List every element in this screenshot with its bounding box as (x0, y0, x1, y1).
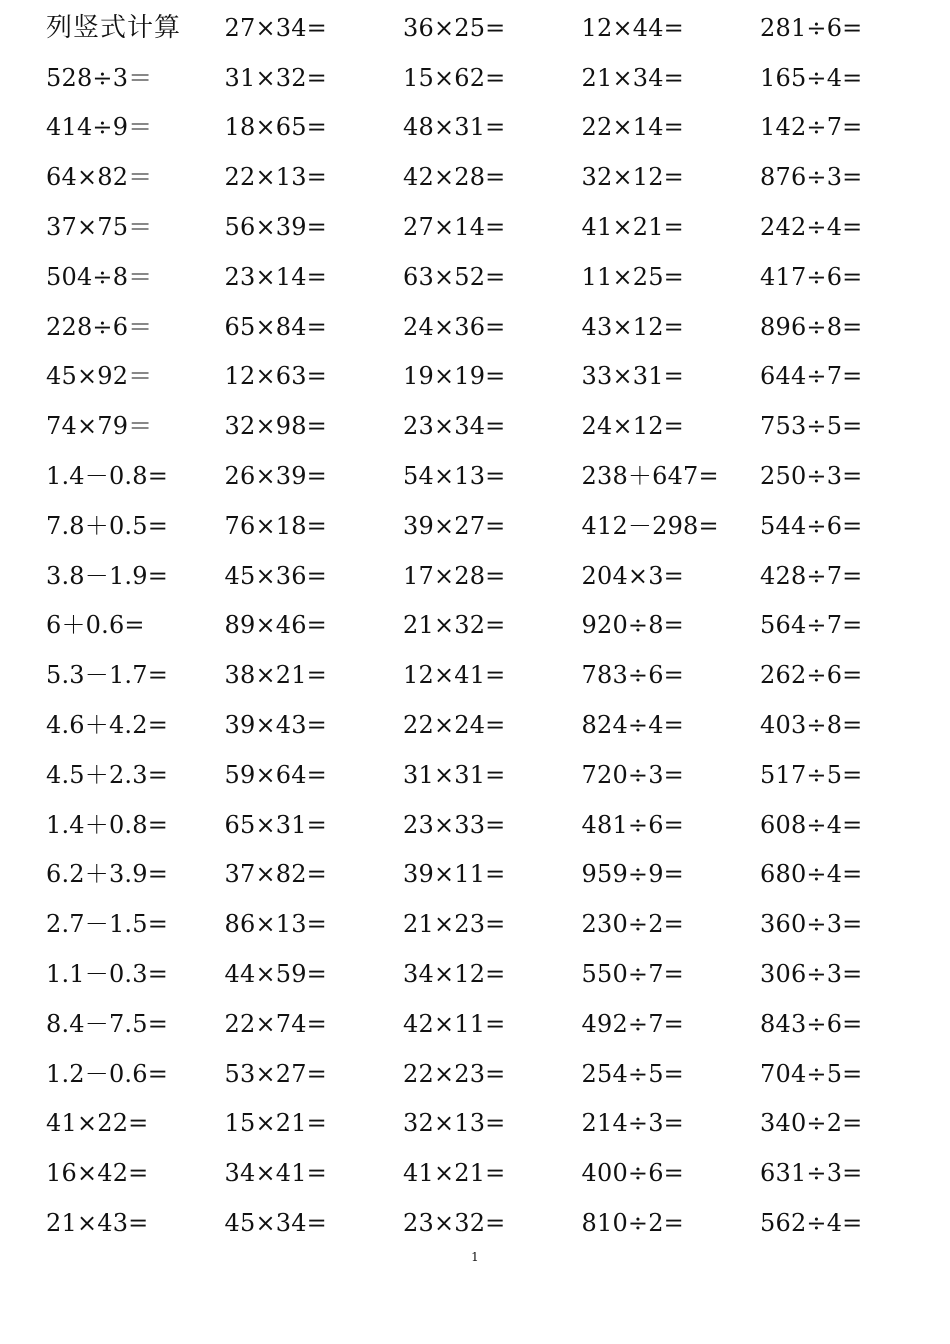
math-problem: 214÷3= (581, 1109, 684, 1138)
math-problem: 142÷7= (760, 113, 863, 142)
math-problem: 63×52= (403, 262, 506, 291)
math-problem: 4.6＋4.2= (46, 711, 169, 740)
math-problem: 22×23= (403, 1059, 506, 1088)
math-problem: 31×32= (224, 63, 327, 92)
problem-row (46, 1148, 926, 1198)
math-problem: 959÷9= (581, 860, 684, 889)
problem-row (46, 53, 926, 103)
math-problem: 920÷8= (581, 611, 684, 640)
math-problem: 23×14= (224, 262, 327, 291)
math-problem: 400÷6= (581, 1159, 684, 1188)
problem-row (46, 850, 926, 900)
math-problem: 11×25= (581, 262, 684, 291)
math-problem: 76×18= (224, 511, 327, 540)
math-problem: 27×14= (403, 213, 506, 242)
math-problem: 42×11= (403, 1009, 506, 1038)
math-problem: 41×22= (46, 1109, 149, 1138)
problem-row (46, 302, 926, 352)
math-problem: 33×31= (581, 362, 684, 391)
math-problem: 39×27= (403, 511, 506, 540)
math-problem: 15×62= (403, 63, 506, 92)
math-problem: 720÷3= (581, 760, 684, 789)
math-problem: 876÷3= (760, 163, 863, 192)
math-problem: 44×59= (224, 960, 327, 989)
problem-row (46, 800, 926, 850)
math-problem: 48×31= (403, 113, 506, 142)
math-problem: 23×32= (403, 1209, 506, 1238)
math-problem: 27×34= (224, 13, 327, 42)
math-problem: 564÷7= (760, 611, 863, 640)
math-problem: 680÷4= (760, 860, 863, 889)
math-problem: 31×31= (403, 760, 506, 789)
math-problem: 19×19= (403, 362, 506, 391)
math-problem: 417÷6= (760, 262, 863, 291)
math-problem: 262÷6= (760, 661, 863, 690)
problem-row (46, 1198, 926, 1248)
math-problem: 53×27= (224, 1059, 327, 1088)
math-problem: 528÷3＝ (46, 63, 153, 92)
problem-row (46, 601, 926, 651)
math-problem: 18×65= (224, 113, 327, 142)
math-problem: 45×92＝ (46, 362, 153, 391)
math-problem: 26×39= (224, 462, 327, 491)
math-problem: 17×28= (403, 561, 506, 590)
math-problem: 242÷4= (760, 213, 863, 242)
math-problem: 7.8＋0.5= (46, 511, 169, 540)
problem-row (46, 949, 926, 999)
math-problem: 12×41= (403, 661, 506, 690)
math-problem: 843÷6= (760, 1009, 863, 1038)
page-number: 1 (471, 1250, 479, 1264)
problem-row (46, 700, 926, 750)
math-problem: 360÷3= (760, 910, 863, 939)
math-problem: 12×44= (581, 13, 684, 42)
math-problem: 86×13= (224, 910, 327, 939)
math-problem: 21×43= (46, 1209, 149, 1238)
math-problem: 5.3－1.7= (46, 661, 169, 690)
math-problem: 544÷6= (760, 511, 863, 540)
math-problem: 414÷9＝ (46, 113, 153, 142)
math-problem: 36×25= (403, 13, 506, 42)
math-problem: 340÷2= (760, 1109, 863, 1138)
math-problem: 22×24= (403, 711, 506, 740)
math-problem: 1.2－0.6= (46, 1059, 169, 1088)
math-problem: 631÷3= (760, 1159, 863, 1188)
math-problem: 3.8－1.9= (46, 561, 169, 590)
math-problem: 562÷4= (760, 1209, 863, 1238)
math-problem: 32×13= (403, 1109, 506, 1138)
math-problem: 24×12= (581, 412, 684, 441)
math-problem: 24×36= (403, 312, 506, 341)
problem-row (46, 750, 926, 800)
math-problem: 810÷2= (581, 1209, 684, 1238)
math-problem: 824÷4= (581, 711, 684, 740)
problem-row (46, 899, 926, 949)
math-problem: 1.4＋0.8= (46, 810, 169, 839)
math-problem: 896÷8= (760, 312, 863, 341)
math-problem: 6.2＋3.9= (46, 860, 169, 889)
math-problem: 481÷6= (581, 810, 684, 839)
math-problem: 38×21= (224, 661, 327, 690)
math-problem: 608÷4= (760, 810, 863, 839)
math-problem: 644÷7= (760, 362, 863, 391)
problem-row (46, 501, 926, 551)
math-problem: 12×63= (224, 362, 327, 391)
math-problem: 8.4－7.5= (46, 1009, 169, 1038)
math-problem: 238＋647= (581, 462, 719, 491)
math-problem: 89×46= (224, 611, 327, 640)
math-problem: 504÷8＝ (46, 262, 153, 291)
math-problem: 54×13= (403, 462, 506, 491)
math-problem: 37×75＝ (46, 213, 153, 242)
math-problem: 34×12= (403, 960, 506, 989)
problem-row (46, 352, 926, 402)
math-problem: 15×21= (224, 1109, 327, 1138)
math-problem: 492÷7= (581, 1009, 684, 1038)
problem-row (46, 650, 926, 700)
math-problem: 32×12= (581, 163, 684, 192)
math-problem: 59×64= (224, 760, 327, 789)
math-problem: 16×42= (46, 1159, 149, 1188)
math-problem: 21×34= (581, 63, 684, 92)
math-problem: 34×41= (224, 1159, 327, 1188)
math-problem: 65×31= (224, 810, 327, 839)
math-problem: 306÷3= (760, 960, 863, 989)
math-problem: 753÷5= (760, 412, 863, 441)
math-problem: 412－298= (581, 511, 719, 540)
math-problem: 21×23= (403, 910, 506, 939)
math-problem: 39×11= (403, 860, 506, 889)
math-problem: 22×13= (224, 163, 327, 192)
math-problem: 1.1－0.3= (46, 960, 169, 989)
problem-row (46, 1049, 926, 1099)
math-problem: 41×21= (403, 1159, 506, 1188)
problem-row (46, 999, 926, 1049)
math-problem: 2.7－1.5= (46, 910, 169, 939)
problem-grid (46, 3, 926, 1248)
worksheet-title: 列竖式计算 (46, 12, 182, 43)
math-problem: 45×36= (224, 561, 327, 590)
problem-row (46, 3, 926, 53)
math-problem: 56×39= (224, 213, 327, 242)
math-problem: 22×14= (581, 113, 684, 142)
problem-row (46, 1099, 926, 1149)
math-problem: 204×3= (581, 561, 684, 590)
math-problem: 43×12= (581, 312, 684, 341)
math-problem: 42×28= (403, 163, 506, 192)
math-problem: 428÷7= (760, 561, 863, 590)
math-problem: 1.4－0.8= (46, 462, 169, 491)
math-problem: 783÷6= (581, 661, 684, 690)
math-problem: 550÷7= (581, 960, 684, 989)
math-problem: 250÷3= (760, 462, 863, 491)
math-problem: 165÷4= (760, 63, 863, 92)
problem-row (46, 252, 926, 302)
math-problem: 4.5＋2.3= (46, 760, 169, 789)
math-problem: 704÷5= (760, 1059, 863, 1088)
math-problem: 230÷2= (581, 910, 684, 939)
problem-row (46, 551, 926, 601)
math-problem: 37×82= (224, 860, 327, 889)
math-problem: 254÷5= (581, 1059, 684, 1088)
math-problem: 32×98= (224, 412, 327, 441)
math-problem: 23×33= (403, 810, 506, 839)
math-problem: 39×43= (224, 711, 327, 740)
math-problem: 6＋0.6= (46, 611, 145, 640)
problem-row (46, 451, 926, 501)
math-problem: 23×34= (403, 412, 506, 441)
math-problem: 65×84= (224, 312, 327, 341)
problem-row (46, 152, 926, 202)
math-problem: 22×74= (224, 1009, 327, 1038)
math-problem: 228÷6＝ (46, 312, 153, 341)
math-problem: 517÷5= (760, 760, 863, 789)
math-problem: 21×32= (403, 611, 506, 640)
math-problem: 74×79＝ (46, 412, 153, 441)
math-problem: 45×34= (224, 1209, 327, 1238)
math-problem: 41×21= (581, 213, 684, 242)
problem-row (46, 401, 926, 451)
problem-row (46, 202, 926, 252)
problem-row (46, 103, 926, 153)
math-problem: 64×82＝ (46, 163, 153, 192)
math-problem: 281÷6= (760, 13, 863, 42)
math-problem: 403÷8= (760, 711, 863, 740)
